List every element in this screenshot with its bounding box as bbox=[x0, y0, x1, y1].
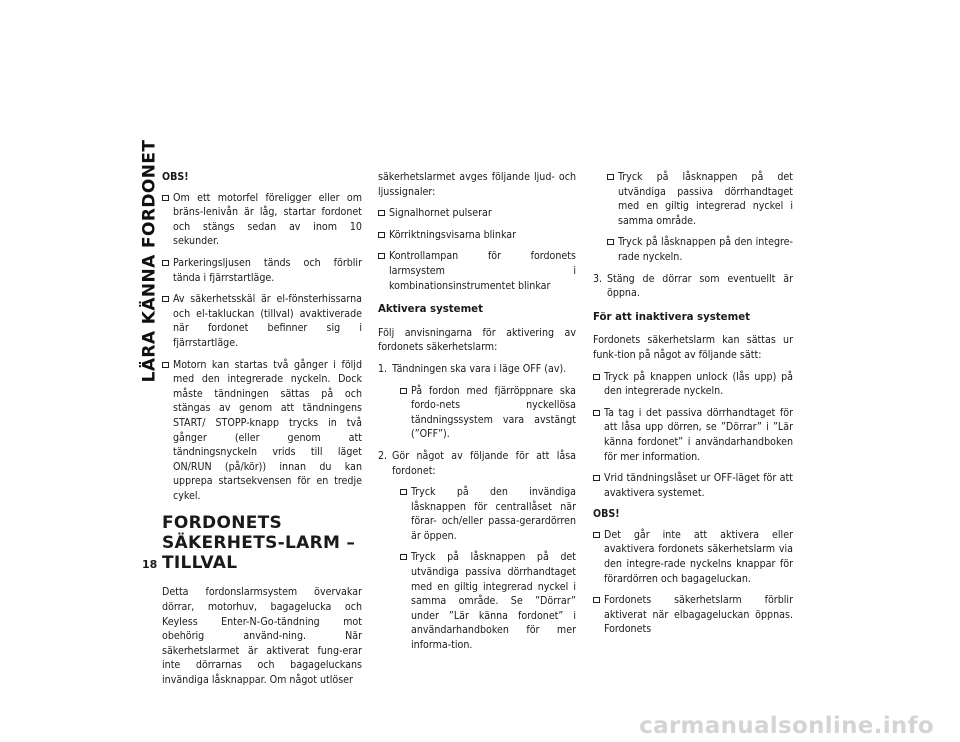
list-item: Tryck på låsknappen på det utvändiga passiva dörrhandtaget med en giltig integrerad nyckel i samma område. Se ”Dörrar” under ”Lär känna fordonet” i användarhandboken för mer informa-tion. bbox=[400, 550, 576, 652]
checkbox-bullet-icon bbox=[378, 210, 385, 216]
list-item: Tryck på knappen unlock (lås upp) på den integrerade nyckeln. bbox=[593, 370, 793, 399]
checkbox-bullet-icon bbox=[593, 475, 600, 481]
column-2 bbox=[378, 170, 576, 660]
deactivate-intro: Fordonets säkerhetslarm kan sättas ur funk-tion på något av följande sätt: bbox=[593, 334, 793, 361]
subheading-activate: Aktivera systemet bbox=[378, 304, 483, 316]
list-item: På fordon med fjärröppnare ska fordo-nets nyckellösa tändningssystem vara avstängt (”OFF”). bbox=[400, 384, 576, 442]
checkbox-bullet-icon bbox=[162, 260, 169, 266]
chapter-side-tab bbox=[139, 139, 161, 383]
checkbox-bullet-icon bbox=[593, 532, 600, 538]
checkbox-bullet-icon bbox=[607, 174, 614, 180]
numbered-step: 1. Tändningen ska vara i läge OFF (av). bbox=[378, 362, 567, 375]
checkbox-bullet-icon bbox=[593, 410, 600, 416]
list-item: Vrid tändningslåset ur OFF-läget för att avaktivera systemet. bbox=[593, 471, 793, 500]
instruction-paragraph: Följ anvisningarna för aktivering av fordonets säkerhetslarm: bbox=[378, 326, 576, 354]
checkbox-bullet-icon bbox=[378, 232, 385, 238]
checkbox-bullet-icon bbox=[400, 388, 407, 394]
checkbox-bullet-icon bbox=[378, 253, 385, 259]
list-item: Signalhornet pulserar bbox=[378, 206, 576, 221]
list-item: Av säkerhetsskäl är el-fönsterhissarna och el-takluckan (tillval) avaktiverade när fordonet befinner sig i fjärrstartläge. bbox=[162, 292, 362, 350]
list-item: Körriktningsvisarna blinkar bbox=[378, 228, 576, 243]
list-item: Tryck på låsknappen på den integre-rade nyckeln. bbox=[607, 235, 793, 264]
section-intro: Detta fordonslarmsystem övervakar dörrar, motorhuv, bagagelucka och Keyless Enter-N-Go-tändning mot obehörig använd-ning. När säkerhetslarmet är aktiverat fung-erar inte dörrarnas och bagageluckans invändiga låsknappar. Om något utlöser bbox=[162, 586, 362, 687]
obs-label: OBS! bbox=[593, 508, 620, 521]
checkbox-bullet-icon bbox=[593, 597, 600, 603]
list-item: Tryck på den invändiga låsknappen för centrallåset när förar- och/eller passa-gerardörren är öppen. bbox=[400, 485, 576, 543]
list-item: Motorn kan startas två gånger i följd med den integrerade nyckeln. Dock måste tändningen sättas på och stängas av genom att tändningens START/ STOPP-knapp trycks in två gånger (eller genom att tändningsnyckeln vrids till läget ON/RUN (på/kör)) innan du kan upprepa startsekvensen för en tredje cykel. bbox=[162, 358, 362, 504]
checkbox-bullet-icon bbox=[162, 195, 169, 201]
page-number: 18 bbox=[142, 558, 158, 571]
checkbox-bullet-icon bbox=[162, 362, 169, 368]
subheading-deactivate: För att inaktivera systemet bbox=[593, 311, 750, 323]
checkbox-bullet-icon bbox=[400, 554, 407, 560]
obs-label: OBS! bbox=[162, 171, 189, 183]
watermark: carmanualsonline.info bbox=[639, 713, 934, 740]
chapter-title: LÄRA KÄNNA FORDONET bbox=[139, 139, 160, 383]
list-item: Fordonets säkerhetslarm förblir aktiverat när elbagageluckan öppnas. Fordonets bbox=[593, 593, 793, 637]
list-item: Det går inte att aktivera eller avaktivera fordonets säkerhetslarm via den integre-rade nyckelns knappar för förardörren och bagageluckan. bbox=[593, 528, 793, 586]
paragraph-continued: säkerhetslarmet avges följande ljud- och ljussignaler: bbox=[378, 171, 576, 198]
list-item: Parkeringsljusen tänds och förblir tända i fjärrstartläge. bbox=[162, 256, 362, 285]
list-item: Kontrollampan för fordonets larmsystem i kombinationsinstrumentet blinkar bbox=[378, 249, 576, 293]
list-item: Tryck på låsknappen på det utvändiga passiva dörrhandtaget med en giltig integrerad nyckel i samma område. bbox=[607, 170, 793, 228]
list-item: Ta tag i det passiva dörrhandtaget för att låsa upp dörren, se ”Dörrar” i ”Lär känna fordonet” i användarhandboken för mer information. bbox=[593, 406, 793, 464]
list-item: Om ett motorfel föreligger eller om bräns-lenivån är låg, startar fordonet och stängs sedan av inom 10 sekunder. bbox=[162, 191, 362, 249]
numbered-step: 2. Gör något av följande för att låsa fordonet: bbox=[378, 449, 576, 477]
section-heading: FORDONETS SÄKERHETS-LARM – TILLVAL bbox=[162, 513, 356, 574]
column-3 bbox=[593, 170, 793, 644]
checkbox-bullet-icon bbox=[400, 489, 407, 495]
numbered-step: 3. Stäng de dörrar som eventuellt är öppna. bbox=[593, 272, 793, 300]
checkbox-bullet-icon bbox=[607, 239, 614, 245]
checkbox-bullet-icon bbox=[593, 374, 600, 380]
checkbox-bullet-icon bbox=[162, 296, 169, 302]
column-1 bbox=[162, 170, 362, 695]
